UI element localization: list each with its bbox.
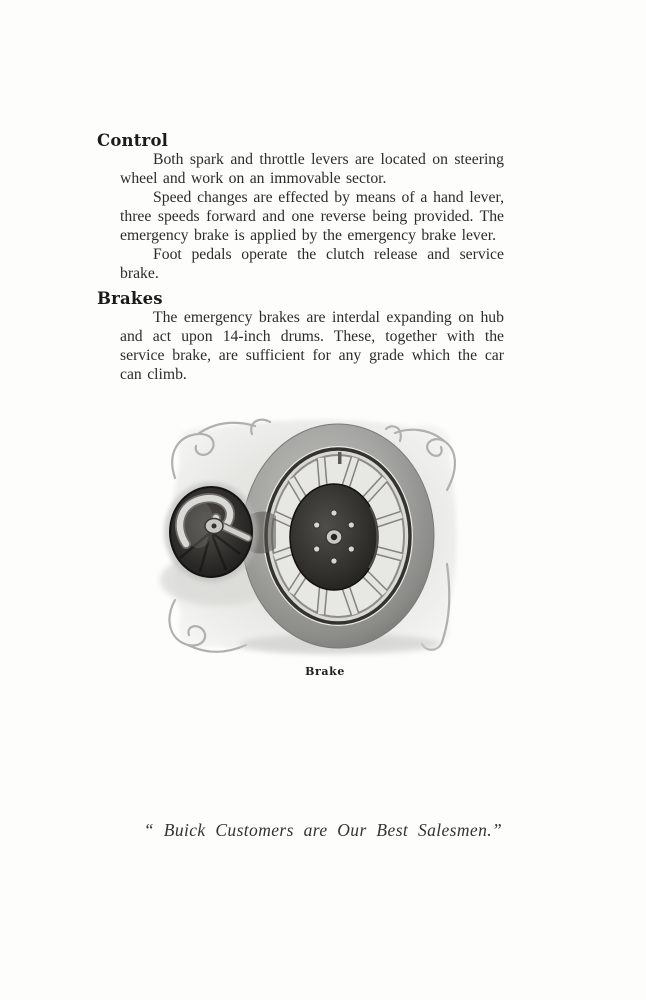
- section-heading-control: Control: [97, 131, 169, 150]
- figure-caption: Brake: [305, 665, 345, 678]
- text-column: [97, 131, 507, 384]
- section-heading-brakes: Brakes: [97, 289, 163, 308]
- brake-drum-illustration: [164, 482, 258, 582]
- footer-quote: “ Buick Customers are Our Best Salesmen.”: [143, 820, 503, 840]
- paragraph: The emergency brakes are interdal expanding on hub and act upon 14-inch drums. These, together with the service brake, are sufficient for any grade which the car can climb.: [120, 309, 504, 383]
- brake-illustration: [156, 412, 494, 678]
- paragraph: Foot pedals operate the clutch release and service brake.: [120, 246, 504, 282]
- brake-illustration-svg: [156, 412, 494, 660]
- paragraph: Both spark and throttle levers are located on steering wheel and work on an immovable sector.: [120, 151, 504, 187]
- valve-stem: [338, 452, 342, 464]
- paragraph: Speed changes are effected by means of a hand lever, three speeds forward and one reverse being provided. The emergency brake is applied by the emergency brake lever.: [120, 189, 504, 244]
